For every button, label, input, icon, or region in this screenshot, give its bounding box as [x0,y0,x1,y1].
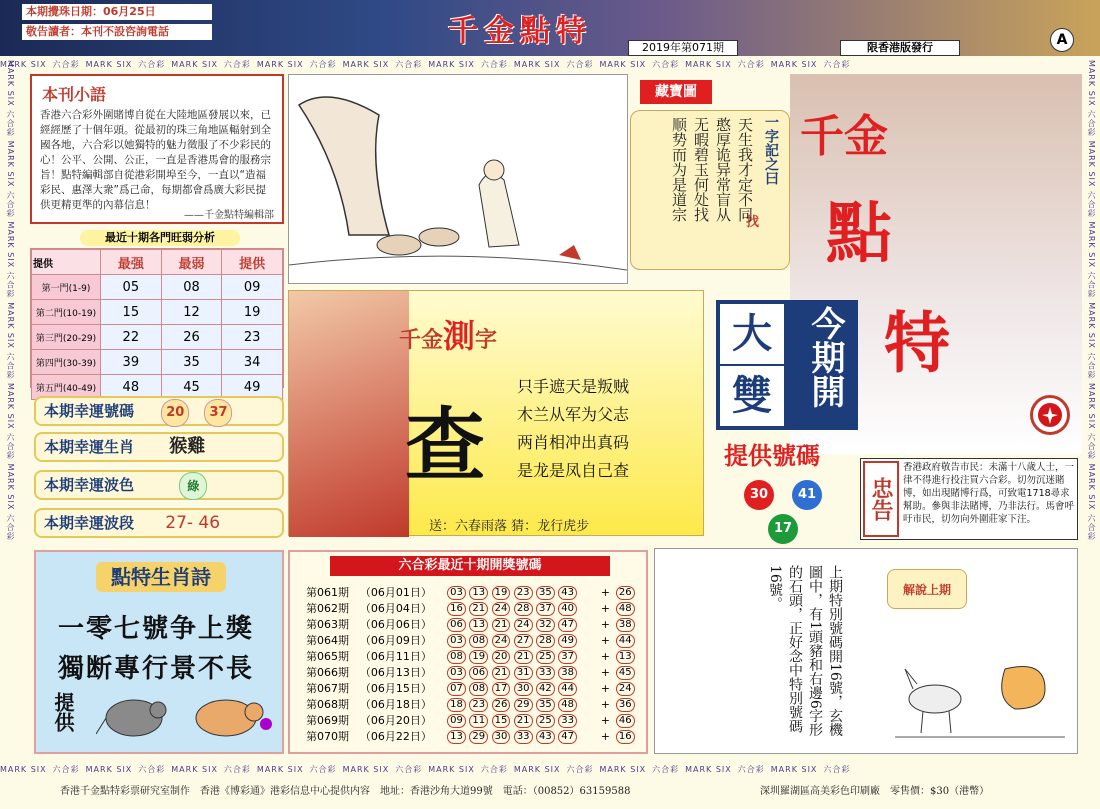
result-ball: 13 [469,618,488,632]
treasure-tag: 藏寶圖 [640,80,712,104]
result-ball: 33 [536,666,555,680]
result-ball: 30 [514,682,533,696]
issue-number: 2019年第071期 [628,40,738,56]
result-ball: 25 [536,650,555,664]
result-date: （06月13日） [359,666,432,679]
result-ball: 15 [492,714,511,728]
bottom-mark-six-band: MARK SIX 六合彩 MARK SIX 六合彩 MARK SIX 六合彩 MARK SIX 六合彩 MARK SIX 六合彩 MARK SIX 六合彩 MARK SIX 六合彩 MARK SIX 六合彩 MARK SIX 六合彩 MARK SIX 六合彩 [0,765,851,774]
result-ball: 07 [447,682,466,696]
lucky-zodiac: 本期幸運生肖 猴雞 [34,432,284,462]
result-ball: 25 [536,714,555,728]
plus-sign: + [600,665,610,679]
stats-title: 最近十期各門旺弱分析 [80,230,240,246]
result-ball: 29 [469,730,488,744]
treasure-line: 无暇碧玉何处找 [692,117,710,222]
result-date: （06月22日） [359,730,432,743]
intro-signature: ——千金點特編輯部 [184,210,274,221]
footer-left: 香港千金點特彩票研究室制作 香港《博彩通》港彩信息中心提供内容 地址：香港沙角大道99號 電話：（00852）63159588 [60,786,631,797]
result-special-ball: 46 [616,714,635,728]
explain-tag: 解說上期 [887,569,967,609]
result-issue: 第063期 [306,618,349,631]
result-row [304,664,640,680]
result-ball: 17 [492,682,511,696]
result-ball: 06 [469,666,488,680]
result-issue: 第068期 [306,698,349,711]
result-row [304,632,640,648]
result-date: （06月15日） [359,682,432,695]
result-ball: 08 [469,634,488,648]
results-box [288,550,648,754]
treasure-line: 天生我才定不同 [736,117,754,222]
result-ball: 18 [447,698,466,712]
result-ball: 26 [492,698,511,712]
result-issue: 第062期 [306,602,349,615]
draw-date: 本期攪珠日期：06月25日 [22,4,212,20]
result-ball: 21 [492,666,511,680]
riddle-title: 千金測字 [399,317,498,355]
result-ball: 40 [558,602,577,616]
stats-corner: 提供 [32,250,101,275]
result-ball: 20 [492,650,511,664]
result-row [304,696,640,712]
stats-row: 第四門(30-39) 39 35 34 [32,350,283,375]
result-ball: 03 [447,666,466,680]
poem-box [34,550,284,754]
notice-line: 敬告讀者：本刊不設咨詢電話 [22,24,212,40]
result-ball: 23 [469,698,488,712]
result-ball: 09 [447,714,466,728]
stats-header-weak: 最弱 [161,250,222,275]
lucky-numbers: 本期幸運號碼 20 37 [34,396,284,426]
result-row [304,648,640,664]
result-issue: 第070期 [306,730,349,743]
result-ball: 28 [536,634,555,648]
riddle-panel [288,290,704,536]
result-ball: 21 [492,618,511,632]
riddle-footer: 送：六春雨落 猜：龙行虎步 [429,519,590,534]
masthead-title: 千金點特 [448,14,592,49]
result-ball: 24 [514,618,533,632]
result-row [304,728,640,744]
result-ball: 19 [492,586,511,600]
result-special-ball: 36 [616,698,635,712]
result-date: （06月20日） [359,714,432,727]
result-row [304,584,640,600]
result-ball: 16 [447,602,466,616]
footer-right: 深圳羅湖區高美彩色印刷廠 零售價：$30（港幣） [760,786,990,797]
poem-title: 點特生肖詩 [96,562,226,592]
result-row [304,680,640,696]
plus-sign: + [600,649,610,663]
result-ball: 19 [469,650,488,664]
result-ball: 49 [558,634,577,648]
header-banner [0,0,1100,56]
brand-te: 特 [884,304,950,382]
result-ball: 37 [536,602,555,616]
explain-text: 上期特別號碼開16號，玄機圖中，有1頭豬和右邊6字形的石頭，正好念中特別號碼16號。 [767,565,843,737]
top-mark-six-band: MARK SIX 六合彩 MARK SIX 六合彩 MARK SIX 六合彩 MARK SIX 六合彩 MARK SIX 六合彩 MARK SIX 六合彩 MARK SIX 六合彩 MARK SIX 六合彩 MARK SIX 六合彩 MARK SIX 六合彩 [0,60,851,69]
result-ball: 03 [447,634,466,648]
result-date: （06月11日） [359,650,432,663]
result-ball: 23 [514,586,533,600]
provide-numbers-label: 提供號碼 [724,441,820,470]
result-ball: 03 [447,586,466,600]
treasure-find: 找 [745,215,759,230]
open-big: 大 [720,304,784,364]
right-mark-six-band: MARK SIX 六合彩 MARK SIX 六合彩 MARK SIX 六合彩 MARK SIX 六合彩 MARK SIX 六合彩 MARK SIX 六合彩 [1087,60,1096,541]
results-table [304,584,640,744]
result-ball: 24 [492,602,511,616]
explain-box [654,548,1078,754]
result-row [304,600,640,616]
intro-title: 本刊小語 [42,85,107,104]
plus-sign: + [600,697,610,711]
provided-ball: 17 [768,514,798,544]
lucky-segment: 本期幸運波段 27- 46 [34,508,284,538]
stats-row: 第五門(40-49) 48 45 49 [32,375,283,400]
result-date: （06月09日） [359,634,432,647]
result-issue: 第067期 [306,682,349,695]
result-special-ball: 26 [616,586,635,600]
result-ball: 31 [514,666,533,680]
poem-line: 一零七號争上獎 [58,614,255,644]
riddle-line: 两肖相冲出真码 [517,433,630,452]
hk-only-label: 限香港版發行 [840,40,960,56]
result-special-ball: 48 [616,602,635,616]
treasure-line: 憨厚诡异常盲从 [714,117,732,222]
riddle-line: 是龙是凤自己查 [517,461,630,480]
result-ball: 06 [447,618,466,632]
result-ball: 37 [558,650,577,664]
result-ball: 48 [558,698,577,712]
stone-cutter-illustration [289,75,627,283]
lucky-color: 本期幸運波色 綠 [34,470,284,500]
riddle-line: 木兰从军为父志 [517,405,630,424]
poem-provide: 提供 [51,692,75,732]
intro-box [30,74,284,224]
result-special-ball: 44 [616,634,635,648]
result-row [304,616,640,632]
hk-emblem [1030,395,1070,435]
treasure-scroll [630,110,790,270]
treasure-title: 一字記之曰 [763,115,779,185]
riddle-lines [517,373,629,485]
result-ball: 42 [536,682,555,696]
stats-row: 第二門(10-19) 15 12 19 [32,300,283,325]
result-ball: 24 [492,634,511,648]
rat-pig-icon [96,684,276,746]
result-ball: 21 [469,602,488,616]
result-ball: 43 [536,730,555,744]
stats-row: 第一門(1-9) 05 08 09 [32,275,283,300]
result-ball: 28 [514,602,533,616]
plus-sign: + [600,585,610,599]
stats-table [30,248,284,395]
brand-qianjin: 千金 [800,111,888,162]
result-ball: 32 [536,618,555,632]
lucky-ball: 20 [161,399,189,427]
riddle-line: 只手遮天是叛贼 [517,377,630,396]
result-ball: 08 [447,650,466,664]
stats-header-strong: 最强 [101,250,162,275]
brand-dian: 點 [826,194,892,272]
result-issue: 第064期 [306,634,349,647]
result-issue: 第061期 [306,586,349,599]
result-issue: 第069期 [306,714,349,727]
result-ball: 21 [514,650,533,664]
left-mark-six-band: MARK SIX 六合彩 MARK SIX 六合彩 MARK SIX 六合彩 MARK SIX 六合彩 MARK SIX 六合彩 MARK SIX 六合彩 [6,60,15,541]
result-ball: 13 [447,730,466,744]
result-ball: 35 [536,586,555,600]
warning-text: 香港政府敬告市民：未滿十八歲人士，一律不得進行投注買六合彩。切勿沉迷賭博，如出現賭博行爲，可致電1718尋求幫助。參與非法賭博，乃非法行。馬會呼吁市民，切勿向外圍莊家下注。 [903,462,1075,525]
plus-sign: + [600,681,610,695]
result-date: （06月18日） [359,698,432,711]
goat-stone-icon [895,629,1065,747]
result-ball: 35 [536,698,555,712]
intro-body: 香港六合彩外圍賭博自從在大陸地區發展以來，已經經歷了十個年頭。從最初的珠三角地區輻射到全國各地，六合彩以她獨特的魅力徵服了不少彩民的心！公平、公開、公正，一直是香港馬會的服務宗旨！點特編輯部自從港彩開埠至今，一直以“造福彩民、惠澤大衆”爲己命，每期都會爲廣大彩民提供更精更準的內幕信息！ [40,109,271,211]
open-box [716,300,858,430]
corner-badge: A [1050,28,1074,52]
result-issue: 第065期 [306,650,349,663]
result-special-ball: 24 [616,682,635,696]
plus-sign: + [600,617,610,631]
riddle-illustration [288,74,628,284]
provided-ball: 41 [792,480,822,510]
result-date: （06月06日） [359,618,432,631]
result-special-ball: 38 [616,618,635,632]
open-double: 雙 [720,366,784,426]
plus-sign: + [600,729,610,743]
result-ball: 30 [492,730,511,744]
result-date: （06月01日） [359,586,432,599]
warning-box [860,458,1078,540]
result-ball: 27 [514,634,533,648]
riddle-character: 查 [405,398,485,492]
result-ball: 08 [469,682,488,696]
result-issue: 第066期 [306,666,349,679]
model-photo [289,291,409,537]
plus-sign: + [600,713,610,727]
result-ball: 43 [558,586,577,600]
stats-row: 第三門(20-29) 22 26 23 [32,325,283,350]
lucky-ball: 37 [204,399,232,427]
provided-ball: 30 [744,480,774,510]
plus-sign: + [600,601,610,615]
result-ball: 44 [558,682,577,696]
plus-sign: + [600,633,610,647]
results-title: 六合彩最近十期開獎號碼 [330,556,610,576]
result-ball: 33 [514,730,533,744]
result-special-ball: 16 [616,730,635,744]
result-ball: 29 [514,698,533,712]
poem-line: 獨断專行景不長 [58,654,255,684]
result-ball: 11 [469,714,488,728]
warning-title: 忠告 [863,461,899,537]
stats-header-provide: 提供 [222,250,283,275]
result-special-ball: 45 [616,666,635,680]
result-ball: 38 [558,666,577,680]
result-row [304,712,640,728]
result-ball: 47 [558,730,577,744]
result-special-ball: 13 [616,650,635,664]
result-ball: 21 [514,714,533,728]
result-date: （06月04日） [359,602,432,615]
result-ball: 33 [558,714,577,728]
treasure-line: 顺势而为是道宗 [670,117,688,222]
open-text: 今期開 [805,306,845,408]
result-ball: 13 [469,586,488,600]
result-ball: 47 [558,618,577,632]
